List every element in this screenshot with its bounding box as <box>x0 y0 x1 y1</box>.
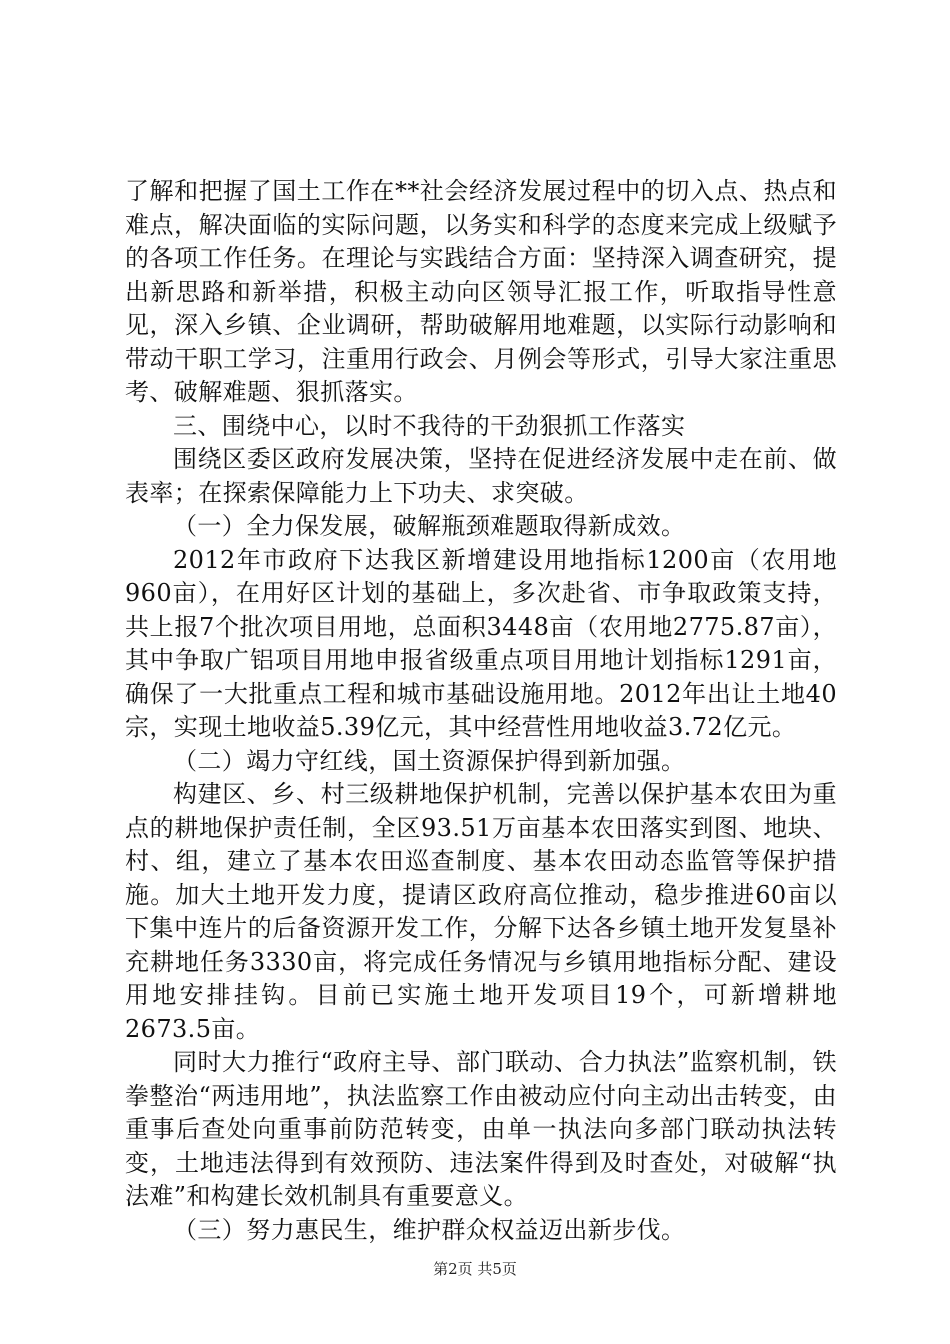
paragraph-land-use: 2012年市政府下达我区新增建设用地指标1200亩（农用地960亩），在用好区计划的基础上，多次赴省、市争取政策支持，共上报7个批次项目用地，总面积3448亩（农用地2775.87亩），其中争取广铝项目用地申报省级重点项目用地计划指标1291亩，确保了一大批重点工程和城市基础设施用地。2012年出让土地40宗，实现土地收益5.39亿元，其中经营性用地收益3.72亿元。 <box>125 545 837 741</box>
subheading-three: （三）努力惠民生，维护群众权益迈出新步伐。 <box>173 1215 686 1244</box>
paragraph-intro: 围绕区委区政府发展决策，坚持在促进经济发展中走在前、做表率；在探索保障能力上下功夫、求突破。 <box>125 445 837 507</box>
paragraph-farmland-protection: 构建区、乡、村三级耕地保护机制，完善以保护基本农田为重点的耕地保护责任制，全区93.51万亩基本农田落实到图、地块、村、组，建立了基本农田巡查制度、基本农田动态监管等保护措施。加大土地开发力度，提请区政府高位推动，稳步推进60亩以下集中连片的后备资源开发工作，分解下达各乡镇土地开发复垦补充耕地任务3330亩，将完成任务情况与乡镇用地指标分配、建设用地安排挂钩。目前已实施土地开发项目19个，可新增耕地2673.5亩。 <box>125 780 837 1043</box>
paragraph-law-enforcement: 同时大力推行“政府主导、部门联动、合力执法”监察机制，铁拳整治“两违用地”，执法监察工作由被动应付向主动出击转变，由重事后查处向重事前防范转变，由单一执法向多部门联动执法转变，土地违法得到有效预防、违法案件得到及时查处，对破解“执法难”和构建长效机制具有重要意义。 <box>125 1048 837 1210</box>
document-body <box>125 175 837 1247</box>
section-heading-three: 三、围绕中心，以时不我待的干劲狠抓工作落实 <box>173 411 686 440</box>
subheading-two: （二）竭力守红线，国土资源保护得到新加强。 <box>173 746 686 775</box>
subheading-one: （一）全力保发展，破解瓶颈难题取得新成效。 <box>173 512 686 540</box>
paragraph-continuation: 了解和把握了国土工作在**社会经济发展过程中的切入点、热点和难点，解决面临的实际问题，以务实和科学的态度来完成上级赋予的各项工作任务。在理论与实践结合方面：坚持深入调查研究，提出新思路和新举措，积极主动向区领导汇报工作，听取指导性意见，深入乡镇、企业调研，帮助破解用地难题，以实际行动影响和带动干职工学习，注重用行政会、月例会等形式，引导大家注重思考、破解难题、狠抓落实。 <box>125 177 837 406</box>
page-number-footer: 第2页 共5页 <box>433 1260 517 1278</box>
